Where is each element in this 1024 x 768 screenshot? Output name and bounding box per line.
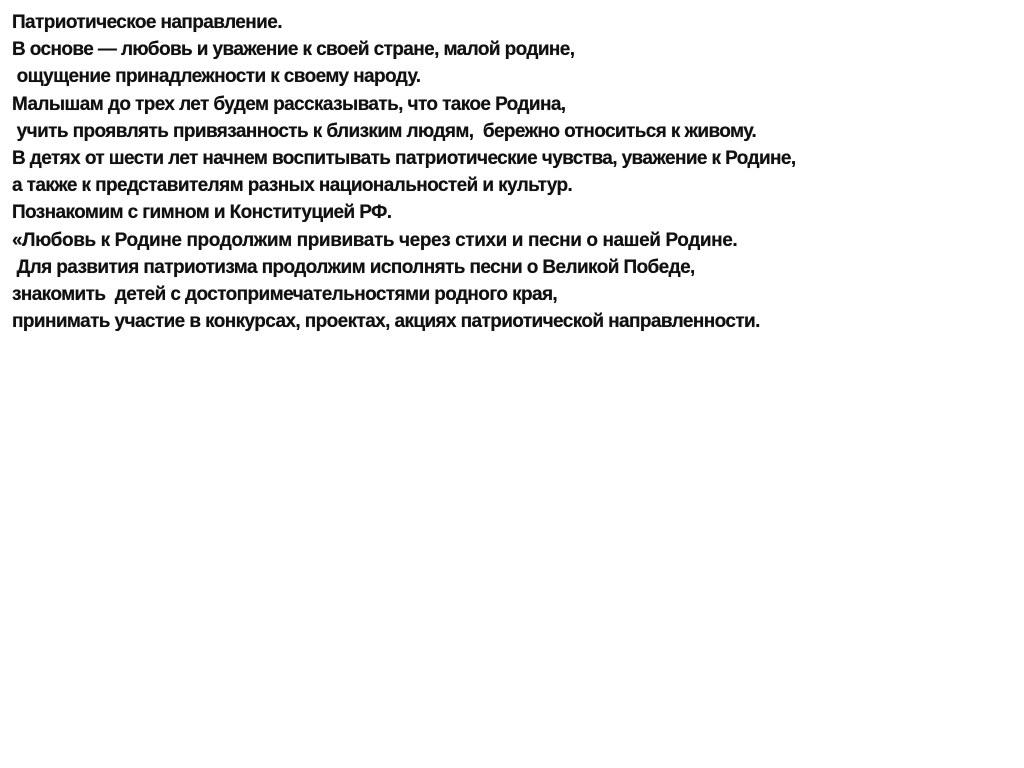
- text-line: принимать участие в конкурсах, проектах, акциях патриотической направленности.: [12, 311, 760, 333]
- text-line: Познакомим с гимном и Конституцией РФ.: [12, 202, 392, 224]
- text-line: «Любовь к Родине продолжим прививать через стихи и песни о нашей Родине.: [12, 229, 738, 251]
- text-line: В детях от шести лет начнем воспитывать патриотические чувства, уважение к Родине,: [12, 148, 796, 170]
- text-line: В основе — любовь и уважение к своей стране, малой родине,: [12, 39, 575, 61]
- text-line: ощущение принадлежности к своему народу.: [12, 66, 421, 88]
- text-line: учить проявлять привязанность к близким людям, бережно относиться к живому.: [12, 120, 757, 142]
- text-line: Для развития патриотизма продолжим исполнять песни о Великой Победе,: [12, 256, 695, 278]
- text-line: знакомить детей с достопримечательностями родного края,: [12, 284, 558, 306]
- text-line: а также к представителям разных национальностей и культур.: [12, 175, 573, 197]
- text-line: Малышам до трех лет будем рассказывать, что такое Родина,: [12, 93, 566, 115]
- slide-title: Патриотическое направление.: [12, 12, 282, 33]
- slide-text-block: [12, 9, 1012, 335]
